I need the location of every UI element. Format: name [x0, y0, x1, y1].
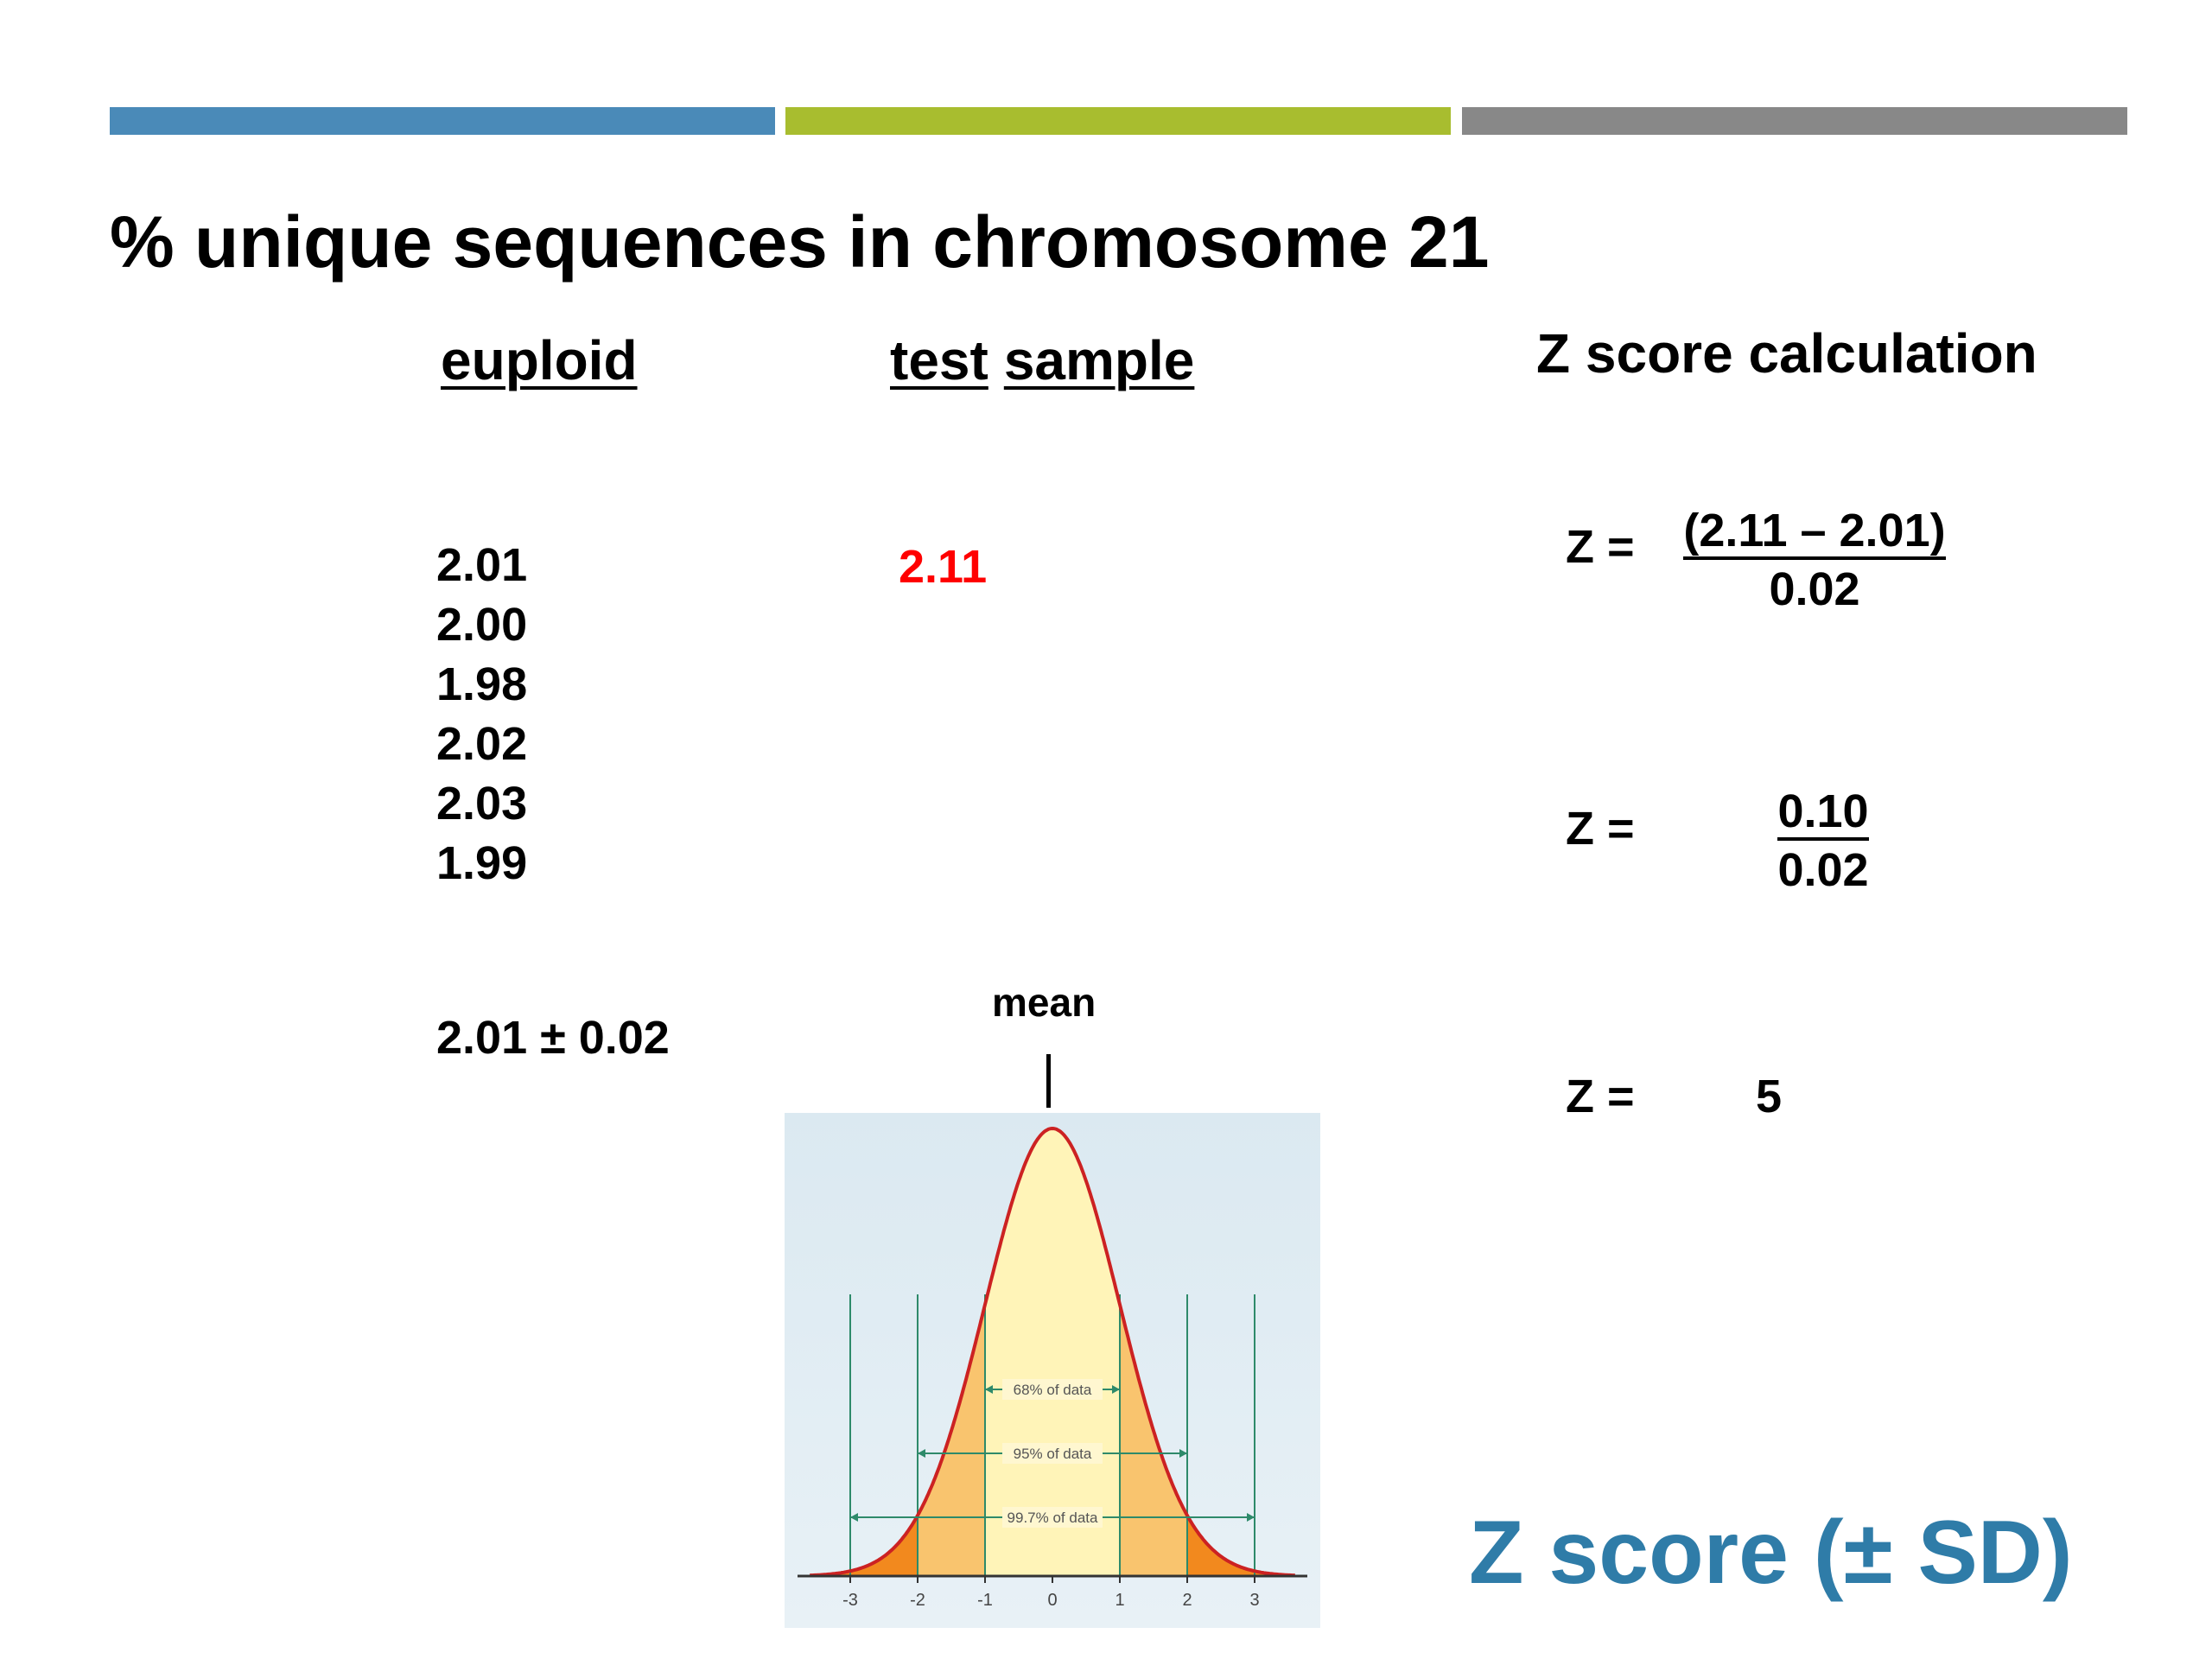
- band-label: 95% of data: [1013, 1446, 1092, 1462]
- band-label: 99.7% of data: [1007, 1510, 1098, 1526]
- euploid-value: 2.01: [436, 539, 528, 591]
- euploid-value: 1.98: [436, 658, 528, 710]
- mean-tick-mark: [1046, 1054, 1051, 1108]
- band-label: 68% of data: [1013, 1382, 1092, 1398]
- z-label-step1: Z =: [1566, 521, 1635, 573]
- x-tick-label: 0: [1047, 1591, 1058, 1610]
- test-sample-value: 2.11: [899, 541, 988, 593]
- mean-label: mean: [992, 980, 1096, 1025]
- x-tick-label: -2: [910, 1591, 925, 1610]
- x-tick-label: -3: [842, 1591, 858, 1610]
- slide-title: % unique sequences in chromosome 21: [110, 201, 1490, 283]
- z-fraction-step1: [1672, 501, 1957, 619]
- z-score-sd-title: Z score (± SD): [1469, 1503, 2073, 1603]
- x-tick-label: -1: [977, 1591, 993, 1610]
- euploid-value: 1.99: [436, 837, 528, 889]
- euploid-value: 2.02: [436, 718, 528, 770]
- euploid-values-list: [436, 536, 527, 893]
- euploid-header: euploid: [441, 329, 638, 391]
- z-numerator-step1: (2.11 – 2.01): [1683, 505, 1945, 560]
- x-tick-label: 2: [1182, 1591, 1192, 1610]
- normal-distribution-chart: [785, 1113, 1320, 1628]
- euploid-value: 2.00: [436, 599, 528, 651]
- z-numerator-step2: 0.10: [1777, 785, 1868, 841]
- x-tick-label: 3: [1249, 1591, 1260, 1610]
- z-denominator-step2: 0.02: [1777, 844, 1869, 896]
- test-sample-header: [890, 328, 1194, 392]
- z-label-step3: Z =: [1566, 1071, 1635, 1122]
- z-result-value: 5: [1756, 1071, 1783, 1122]
- test-word: test: [890, 329, 988, 391]
- z-label-step2: Z =: [1566, 803, 1635, 855]
- euploid-value: 2.03: [436, 778, 528, 830]
- accent-bar-blue: [110, 107, 775, 135]
- accent-bar-green: [785, 107, 1451, 135]
- z-fraction-step2: [1767, 782, 1879, 899]
- sample-word: sample: [1003, 329, 1195, 391]
- x-tick-label: 1: [1115, 1591, 1125, 1610]
- z-denominator-step1: 0.02: [1769, 563, 1860, 615]
- z-score-calc-header: Z score calculation: [1536, 322, 2037, 385]
- euploid-mean-sd: 2.01 ± 0.02: [436, 1012, 670, 1064]
- accent-bar-gray: [1462, 107, 2127, 135]
